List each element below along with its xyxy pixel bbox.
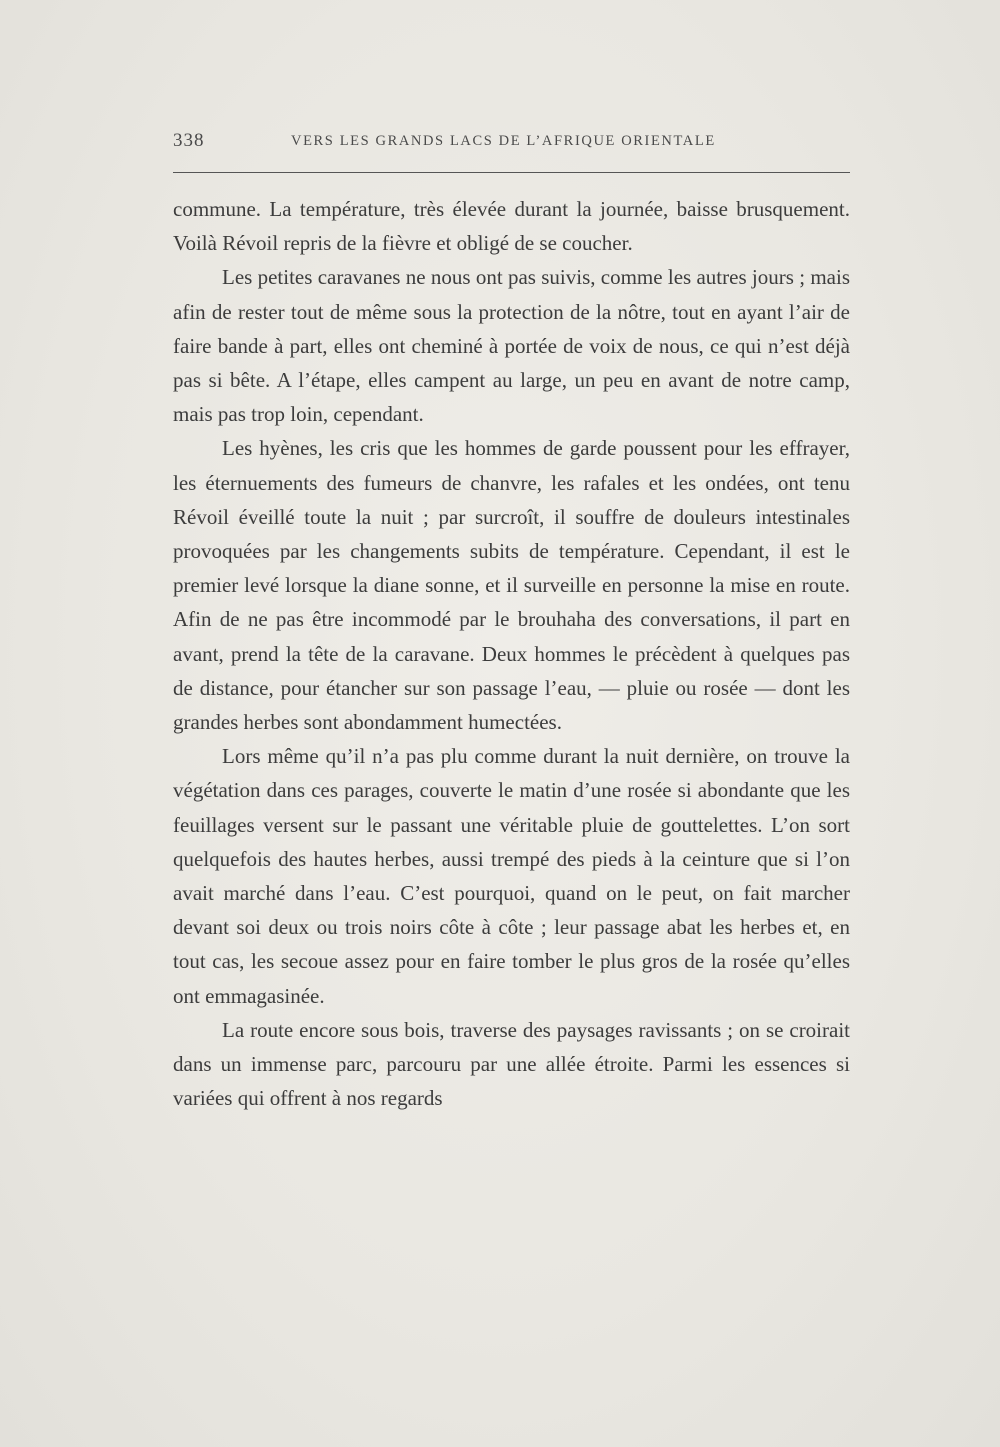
paragraph: La route encore sous bois, traverse des paysages ravissants ; on se croirait dans un immense parc, parcouru par une allée étroite. Parmi les essences si variées qui offrent à nos regards — [173, 1017, 850, 1111]
paragraph: Lors même qu’il n’a pas plu comme durant la nuit dernière, on trouve la végétation dans ces parages, couverte le matin d’une rosée si abondante que les feuillages versent sur le passant une véritable pluie de gouttelettes. L’on sort quelquefois des hautes herbes, aussi trempé des pieds à la ceinture que si l’on avait marché dans l’eau. C’est pourquoi, quand on le peut, on fait marcher devant soi deux ou trois noirs côte à côte ; leur passage abat les herbes et, en tout cas, les secoue assez pour en faire tomber le plus gros de la rosée qu’elles ont emmagasinée. — [173, 744, 850, 1008]
paragraph-continued: commune. La température, très élevée durant la journée, baisse brusquement. Voilà Révoil repris de la fièvre et obligé de se coucher. — [173, 197, 850, 256]
paragraph: Les petites caravanes ne nous ont pas suivis, comme les autres jours ; mais afin de rester tout de même sous la protection de la nôtre, tout en ayant l’air de faire bande à part, elles ont cheminé à portée de voix de nous, ce qui n’est déjà pas si bête. A l’étape, elles campent au large, un peu en avant de notre camp, mais pas trop loin, cependant. — [173, 265, 850, 427]
paragraph: Les hyènes, les cris que les hommes de garde poussent pour les effrayer, les éternuements des fumeurs de chanvre, les rafales et les ondées, ont tenu Révoil éveillé toute la nuit ; par surcroît, il souffre de douleurs intestinales provoquées par les changements subits de température. Cependant, il est le premier levé lorsque la diane sonne, et il surveille en personne la mise en route. Afin de ne pas être incommodé par le brouhaha des conversations, il part en avant, prend la tête de la caravane. Deux hommes le précèdent à quelques pas de distance, pour étancher sur son passage l’eau, — pluie ou rosée — dont les grandes herbes sont abondamment humectées. — [173, 436, 850, 735]
running-title: VERS LES GRANDS LACS DE L’AFRIQUE ORIENTALE — [291, 133, 716, 149]
body-text — [173, 192, 850, 1115]
page-number: 338 — [173, 130, 205, 151]
page-header — [173, 130, 850, 154]
header-rule — [173, 172, 850, 173]
